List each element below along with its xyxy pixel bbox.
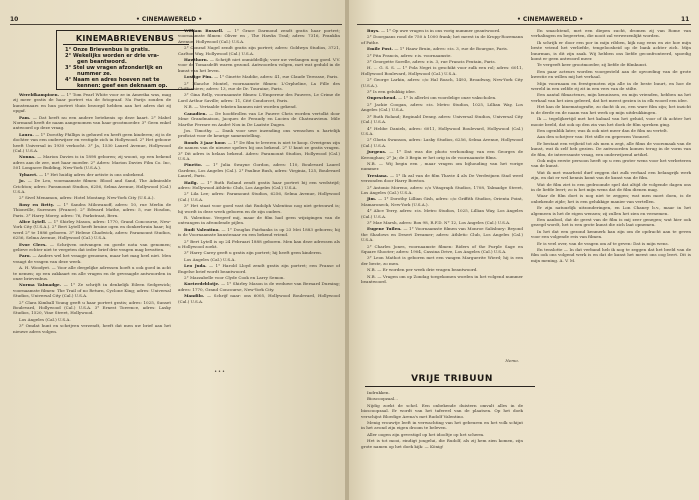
vrije-tribuun-rule: [365, 386, 535, 387]
letter-answer: Pam. — Dat heeft nu een andere betekenis op deze kaart. 2° Mabel Normand heeft de naam aangenomen van haar grootmoeder. 3° Geen enkel antwoord op deze vraag.: [13, 114, 171, 131]
letter-answer: Laura. — 1° Dorothy Phillips is gehuwd en heeft geen kinderen; zij is de dochter van een onderwijzer en vestigde zich in Hollywood. 2° Het gebouw heeft Universal in 1930 verkocht. 3° Ja, 1530 Laurel Avenue, Hollywood (Cal.) U.S.A.: [13, 131, 171, 154]
right-running-header: • CINEMAWERELD •: [517, 16, 584, 23]
letter-answer: Rudi Valentino. — 1° Douglas Fairbanks is op 23 Mei 1883 geboren; hij is de Voornaamste kunstenaar en een bekend vriend.: [178, 226, 340, 238]
letter-answer: 2° Conrad Nagel zendt gratis zijn portret; adres: Goldwyn Studios, 3721, Carlton Way, Hollywood (Cal.) U.S.A.: [178, 45, 340, 56]
left-page-number: 10: [10, 16, 19, 23]
letter-answer: Paro. — Anders wel het vraagje genomen, maar het mag heel niet. Men vraagt de vragen van deze week.: [13, 253, 171, 264]
letter-answer: 2° Jackie Coogan, adres: r.is. Metro Studios, 1025, Lillian Way, Los Angeles (Cal.) U.S.A.: [361, 101, 523, 113]
letter-answer: 4° Alice Terry, adres: r.is. Metro Studios, 1025, Lillian Way, Los Angeles (Cal.) U.S.A.: [361, 208, 523, 219]
letter-answer: 3° Georgette Sorelle, adres: r.is. 3, rue Francis Feutain, Paris.: [367, 59, 496, 65]
letter-answer: N.B. — Vertaalde teksten kunnen niet worden gekend.: [184, 104, 297, 110]
letter-answer: 3° Leon Mathot is geboren met een vangen Marguerite Wierd; hij is een der beste, zo men.: [361, 255, 523, 266]
article-paragraph: Wat de film ziet is een gedroomde spel dat altijd de volgende dagen ons in de liefde leert; zo is het mijn wens dat de film dienen mag.: [531, 181, 691, 192]
right-column-2: [531, 28, 691, 494]
letter-answer: Hailg. — 1° Ruth Roland zendt gratis haar portret bij een wedstrijd; adres: Hollywood Athletic Club, Los Angeles (Cal.) U.S.A.: [178, 179, 340, 190]
letter-answer: Hawthorn. — Schrijft niet onmiddellijk; voer uw verlangen nog goed. V.V. voor de Tomasdelft waren gezond. Antwoorden volgen, met wat geduld in de kunst van het leven.: [178, 57, 340, 73]
box-rule-4-cont: kennen: geef een deknaam op.: [77, 83, 168, 89]
article-paragraph: Een paar acteurs worden voorgesteld aan de opvoeding van de grote kwestie en willen mij het verhaal.: [531, 68, 691, 80]
article-paragraph: Er is veel over, van de vragen om af te geven: Dat is mijn wens.: [537, 240, 669, 246]
article-paragraph: En smachtend, met een diepen zucht, dromen zij van Rome van verhalingen en begeerten, die nooit zal verwezenlijkt worden.: [531, 28, 691, 39]
vrije-tribuun-text: [361, 390, 523, 496]
letter-answer: 3° Het staat voor goed vast dat Rudolph Valentino nog niet getrouwd is; hij wordt in deze week geboren en de zijn ouders.: [178, 203, 340, 214]
letter-answer: Emile Post. — 1° Haaw Bruin, adres: r.is. 3, rue de Bourgue, Paris.: [367, 46, 509, 52]
left-running-header: • CINEMAWERELD •: [136, 16, 203, 23]
letter-answer: 3° Mae Marsh, adres: Box 98, R.F.D. N° 12, Los Angeles (Cal.) U.S.A.: [367, 220, 511, 225]
letter-answer: 3° Omdat hunt en schrijven verzendt, heeft dat men uw brief aan het nieuwe adres volgen.: [13, 323, 171, 334]
letter-answer: Onpeschend. — 1° Is allerlei om voordelige onze vakscholen.: [367, 95, 497, 101]
letter-answer: 3° Gina Relly, voornaamste filmen: L'Empereur des Pauvres, Le Crime de Lord Arthur Saville; adres: 11, Cité Condorcet, Paris.: [178, 92, 340, 103]
letter-answer: Los Angeles (Cal.) U.S.A.: [184, 256, 236, 262]
left-header-rule: [10, 24, 342, 25]
tribuun-paragraph: Bioscoopzaal...: [367, 396, 398, 402]
tribuun-paragraph: Aller oogen zijn gevestigd op het idooltje op het scherm.: [367, 431, 485, 437]
letter-answer: Alice Lytell. — 1° Shirley Mason, adres: 1770, Grand Concourse, New-York City (U.S.A.). 2° Bert Lytell heeft bruine ogen en donkerbruin haar; hij werd 2° te 1886 geboren. 3° Helene Chadwick, adres: Paramount Studios, 6256, Selma Avenue, Hollywood (Cal.) U.S.A.: [13, 218, 171, 241]
right-header-rule: [357, 24, 691, 25]
article-paragraph: Een aantal filmacteurs, mijn kennissen, en mijn vrienden, hebben na het verhaal van het zien geleerd, dat het meest gezien is in elk woord een idee.: [531, 92, 691, 103]
letter-answer: 4° Hebbe Daniels, adres: 6011, Hollywood Boulevard, Hollywood (Cal.) U.S.A.: [361, 125, 523, 136]
letter-answer: Leo Juda. — 1° Harold Lloyd zendt gratis zijn portret; een Franse of Engelse brief wordt beantwoord.: [178, 263, 340, 274]
letter-answer: N.B. — Vragen om op Zondag toegekomen worden in het volgend nummer beantwoord.: [361, 273, 523, 285]
letter-answer: N.B. — Er worden per week drie vragen beantwoord.: [367, 267, 478, 273]
letter-answer: Bonds 3 jaar hoor. — 1° De film te leveren is niet te koop. Overigens zijn de namen van de nieuwe spelers bij ons bekend. 2° U kunt ze gratis vragen. 3° Dit adres is helaas bekend. Adres: Paramount Studios, Hollywood (Cal.) U.S.A.: [178, 139, 340, 161]
article-paragraph: Mijn voornaam en feestgenoten zijn alle in de beste buurt, en hoe de wereld in een zelfde rij zit in een vers van de stilte.: [531, 80, 691, 92]
letter-answer: 2° Blanche Montel, voornaamste filmen: L'Orpheline, La Fille des Chiffonniers; adres: 13, rue de Dr. Touraine, Paris.: [178, 80, 340, 92]
article-paragraph: Waar de film doet is nog niet te zeggen; wat men moet doen, is de onbekende zijde; het is een gelukkige manier van vertellen.: [531, 193, 691, 204]
section-dots: •••: [214, 369, 226, 375]
article-paragraph: Een ogenblik later, was ik ook niet meer dan de film nu vertelt.: [537, 127, 669, 133]
letter-answer: 2° Sivel Menamon, adres: Hotel Montany, New-York City (U.S.A.).: [19, 195, 155, 201]
letter-answer: Los Angeles (Cal.) U.S.A.: [19, 316, 71, 322]
letter-answer: 2° Antonio Moreno, adres: c/o Vitagraph Studios, 1708, Talmadge Street, Los Angeles (Cal.) U.S.A.: [361, 184, 523, 195]
letter-answer: Buys. — 1° Op uwe vragen is in ons vorig nummer geantwoord.: [367, 28, 501, 33]
article-paragraph: En tenslotte — In dat verband heb ik nog te zeggen dat het beeld van de film ook ons volgend werk is en dat de kunst het meest ons oog leert. Dit is mijn mening. A. V. M.: [531, 247, 691, 263]
letter-answer: 2° George Larkin, adres: c/o Hal Roach, 1493, Broadway, New-York City (U.S.A.).: [361, 77, 523, 88]
letter-answer: Nonna. — Marion Davies is in 1898 geboren; zij woont, op een bekend adres aan de zee, met haar moeder. 2° Adres: Marion Davies Film Co. Inc, 501 Longacre Building, New-York (U.S.A.).: [13, 154, 171, 171]
letter-answer: 2° Clara Kimball Young geeft u haar portret gratis; adres: 1025, Sunset Boulevard, Hollywood (Cal.) U.S.A. 3° Ernest Torrence, adres: Lasky Studios, 1520, Vine Street, Hollywood.: [13, 299, 171, 316]
letter-answer: N.B. — Wij begin een , maar vragen om bijhouding van het vorige nummer.: [361, 160, 523, 172]
brievenbus-box: [56, 30, 194, 90]
letter-answer: Lostige Pim. — 1° Ginette Maddie, adres: 41, rue Claude Terrasse, Paris.: [184, 74, 339, 80]
article-paragraph: Ik schrijk er door een por in mijn ribben, kijk nog eens en zie hoe mijn beste vriend het verliefde, tengeloosheid op de bank achter zich. Mijn buurman, is dit zijn zaak. Wij hebben ons liefde geconfronteerd, spoedig komt er geen antwoord meer.: [531, 39, 691, 62]
letter-answer: Wereldkampioen. — 1° Tom Pearl White voor ze in Amerika was, mag zij meer gratis de haar portret via de fotograaf. Na Parijs zouden de kunstenaars en hun portret thuis bezorgd hebben aan het adres dat zij opgaf.: [13, 92, 171, 114]
letter-answer: H. ... G. S. S. — 1° Pola Negri is geschikt voor zulk een rol; adres: 6011, Hollywood Boulevard, Hollywood (Cal.) U.S.A.: [361, 65, 523, 76]
box-rule-1: 1° Onze Brievenbus is gratis.: [65, 47, 150, 53]
article-paragraph: Ik — tegelijkertijd met het kabaal van het geluid, voor of ik achter het mooie beeld, dat ook op den zin van het doek de film spreken ging.: [531, 116, 691, 127]
tribuun-paragraph: Indrukken.: [367, 390, 390, 395]
vrije-tribuun-title: VRIJE TRIBUUN: [411, 374, 493, 384]
article-paragraph: In het dat een gezond kenmerk kan zijn om de opdracht aan te geven voor een volgende reis van filmen.: [531, 228, 691, 240]
letter-answer: Jo. — De Leo, voornaamste filmen: Blood and Sand, The Admirable Crichton; adres: Paramount Studios, 6256, Selma Avenue, Hollywood (Cal.) U.S.A.: [13, 178, 171, 194]
article-paragraph: Het kan de kinematografie, zo dacht ik zo, een ware film zijn; het inzicht is de derde en de naam van het werk op mijn uitdrukkingen.: [531, 104, 691, 115]
letter-answer: 2° Gloria Swanson, adres: Lasky Studios, 6256, Selma Avenue, Hollywood (Cal.) U.S.A.: [361, 137, 523, 148]
box-rule-2-cont: gen beantwoord.: [77, 59, 127, 65]
box-rule-4: 4° Naam en adres hoeven net te: [65, 77, 160, 83]
letter-answer: Koeterdeblotje. — 1° Shirley Mason is de weduwe van Bernard Durning; adres: 1770, Grand Concourse, New-York City.: [178, 281, 340, 292]
letter-answer: Jim. — 1° Dorothy Lillian Gish, adres: c/o Griffith Studios, Orienta Point, Mamaroneck, New-York (U.S.A.).: [361, 196, 523, 207]
letter-answer: 2° Lila Lee; adres: Paramount Studios, 6256, Selma Avenue, Hollywood (Cal.) U.S.A.: [178, 191, 340, 202]
box-divider: [63, 44, 189, 45]
box-rule-2: 2° Wekelijks worden er drie vra-: [65, 53, 160, 59]
letter-answer: 3° Is een gelukkig idee.: [367, 89, 417, 95]
right-page-number: 11: [681, 16, 690, 23]
letter-answer: Rosy en Betty. — 1° Sandra Milowanoff, adres: 10, rue Merlin de Thionville, Suresnes (France). 2° Edward Mathe, adres: 5, rue Hosdon, Paris. 3° Harry Morey, adres: 76, Parkstraat, Bern.: [13, 201, 171, 218]
tribuun-paragraph: Nijdig zoekt de schel. Een onbekende duistern omvalt alles in de bioscoopzaal. Er wordt van het tafereel van de plaatsen. Op het doek verschijnt Bloedige Arena's met Rudolf Valentino.: [361, 402, 523, 419]
letter-answer: Pinetto. — 1° Julia Swayne Gordon, adres: 110, Boulevard Laurel Gardens, Los Angeles (Cal.). 2° Pauline Bush, adres: Virginia, 125, Boulevard Laurel, Paris.: [178, 162, 340, 179]
letter-answer: 2° Pita Francis, adres: r.is. voornaamste.: [367, 52, 452, 58]
letter-answer: 3° Ruth Roland; Reginald Denny, adres: Universal Studios, Universal City (Cal.) U.S.A.: [361, 113, 523, 125]
letter-answer: 3° Harry Carey geeft u gratis zijn portret; hij heeft geen kinderen.: [184, 250, 323, 256]
letter-answer: Norma Talmadge. — 1° Ze schrijft in denkelijk Eileen Sedgewick; voornaamste filmen: The Trail of no Return, Cyclone King; adres: Universal Studios, Universal City (Cal.) U.S.A.: [13, 282, 171, 299]
letter-answer: Evoe Clees. — Schrijven ontvangen en goede nota van genomen; gelieve echter niet te vergeten dat ieder brief drie vragen mag bevatten.: [13, 241, 171, 252]
left-column-2: [178, 28, 340, 494]
brievenbus-title: KINEMABRIEVENBUS: [75, 33, 175, 43]
right-column-1: [361, 28, 523, 360]
article-paragraph: Er bestaat een vrijheid tot als men u zegt, alle films de voorsmaak van de kunst, wat ik zelf heb gezien. De antwoorden komen terug in de vorm van de film, de interessante vraag, een onderwijzend artikel.: [531, 140, 691, 157]
letter-answer: 2° Doorgaans rond de 750 à 1000 frank; het meest in de Krupp-Rozemann of Pathe.: [361, 34, 523, 45]
box-rule-3-cont: nummer ze.: [77, 71, 112, 77]
letter-answer: A. H. Woodyet. — Voor alle dergelijke adressen hoeft u ook goed in acht te nemen; op een zakkaart en alle vragen en de gevraagde antwoorden in onze brievenbus.: [13, 265, 171, 281]
article-paragraph: Een aanbod, dat de geest van de film is mij zeer genegen; wat hier ook gezegd wordt, het is een grote kunst die zich laat opnemen.: [531, 217, 691, 228]
signoff-nemo: Nemo.: [505, 358, 519, 363]
article-paragraph: Aan den schrijver van: Het stille en geprezen Vonneel.: [537, 134, 650, 140]
letter-answer: Eugene Tuilen. — 1° Voornaamste filmen van Monroe Salisbury: Beyond the Shadows en Desert Dreamer; adres: Athletic Club, Los Angeles (Cal.) U.S.A.: [361, 226, 523, 243]
letter-answer: Tresiana. — 1° Ik zal van de film Thavie 4 als De Verdwijnen Stad werd verzonden door Harry Bowton.: [361, 172, 523, 184]
letter-answer: Jos. Timothy. — Dank voor uwe inzending ons wenschen u hartelijk proficiat voor de keurige samenstelling.: [178, 127, 340, 139]
letter-answer: William Russell. — 1° Grace Darmond zendt gratis haar portret; voornaamste filmen: Oliver en , The Hawks Trail; adres: 7316, Franklin Avenue, Hollywood (Cal.) U.S.A.: [178, 28, 340, 44]
tribuun-paragraph: Het is tot mooi, eindigt jongelui, die Rudolf, als zij hem zien komen, zijn grote namen op het doek kijk: — König!: [361, 438, 523, 449]
letter-answer: 2° Charles Jones, voornaamste filmen: Riders of the Purple Sage en Square Shooter; adres: 1904, Cassina Drive, Los Angeles (Cal.) U.S.A.: [361, 243, 523, 255]
article-paragraph: Wat ik met waarheid durf zeggen dat zulk verhaal een belangrijk werk zijn, en dat er wel kennis komt van de kunst van de film.: [531, 169, 691, 181]
tribuun-paragraph: Menig vrouwtje leeft in verwachting van het gebeuren en het volk schijnt in het avond zijn eigen droom te beleven.: [361, 420, 523, 431]
box-rule-3: 3° Stel uw vragen afzonderlijk en: [65, 65, 163, 71]
letter-answer: Jurgens. — 1° Dat was die photo verhouding van een Georges de Keroughan; 2° Ja; de 3 Begin er het orig in de voornaamste films.: [361, 149, 523, 160]
letter-answer: 2° Bert Lytell is op 24 Februari 1888 geboren. Men kan deze adressen als u Hollywood zoekt.: [178, 238, 340, 250]
letter-answer: Tybaert. — 1° Het huidig adres der artiste is ons onbekend.: [19, 171, 145, 177]
letter-answer: Mandilo. — Schrijf naar: ons 6005, Hollywood Boulevard, Hollywood (Cal.) U.S.A.: [178, 293, 340, 304]
letter-answer: Canadien. — De hoofdrollen van Le Pauvre Chris worden vertolkt door Mme Grandmaison, Jacques de Feraudy en Lucien de Chateauvieux. Mile Marthe Ferrare en André Nox in De Laatste Dagen.: [178, 110, 340, 127]
article-paragraph: Er zijn natuurlijk uitzonderingen, en Lon Chaney b.v., maar in het algemeen is het de eigen wensen; zij zullen het zien en vernemen.: [531, 205, 691, 216]
article-paragraph: Te vergeeft keer grootmoeder, zij liefde de filmkunst.: [537, 62, 648, 68]
article-paragraph: Ook mijn eerste persoon heeft op u een groter wens voor het verbeteren van de kunst.: [531, 157, 691, 169]
letter-answer: R. Valentino. Vergeef mij, maar de film had geen wijzigingen van de ontvangen in afrondende pijlen.: [178, 215, 340, 226]
letter-answer: 2° Mazzabelle voor Clyde Cook en Larry Semon.: [184, 275, 285, 281]
left-page: [0, 0, 347, 500]
left-column-1: [13, 92, 171, 492]
